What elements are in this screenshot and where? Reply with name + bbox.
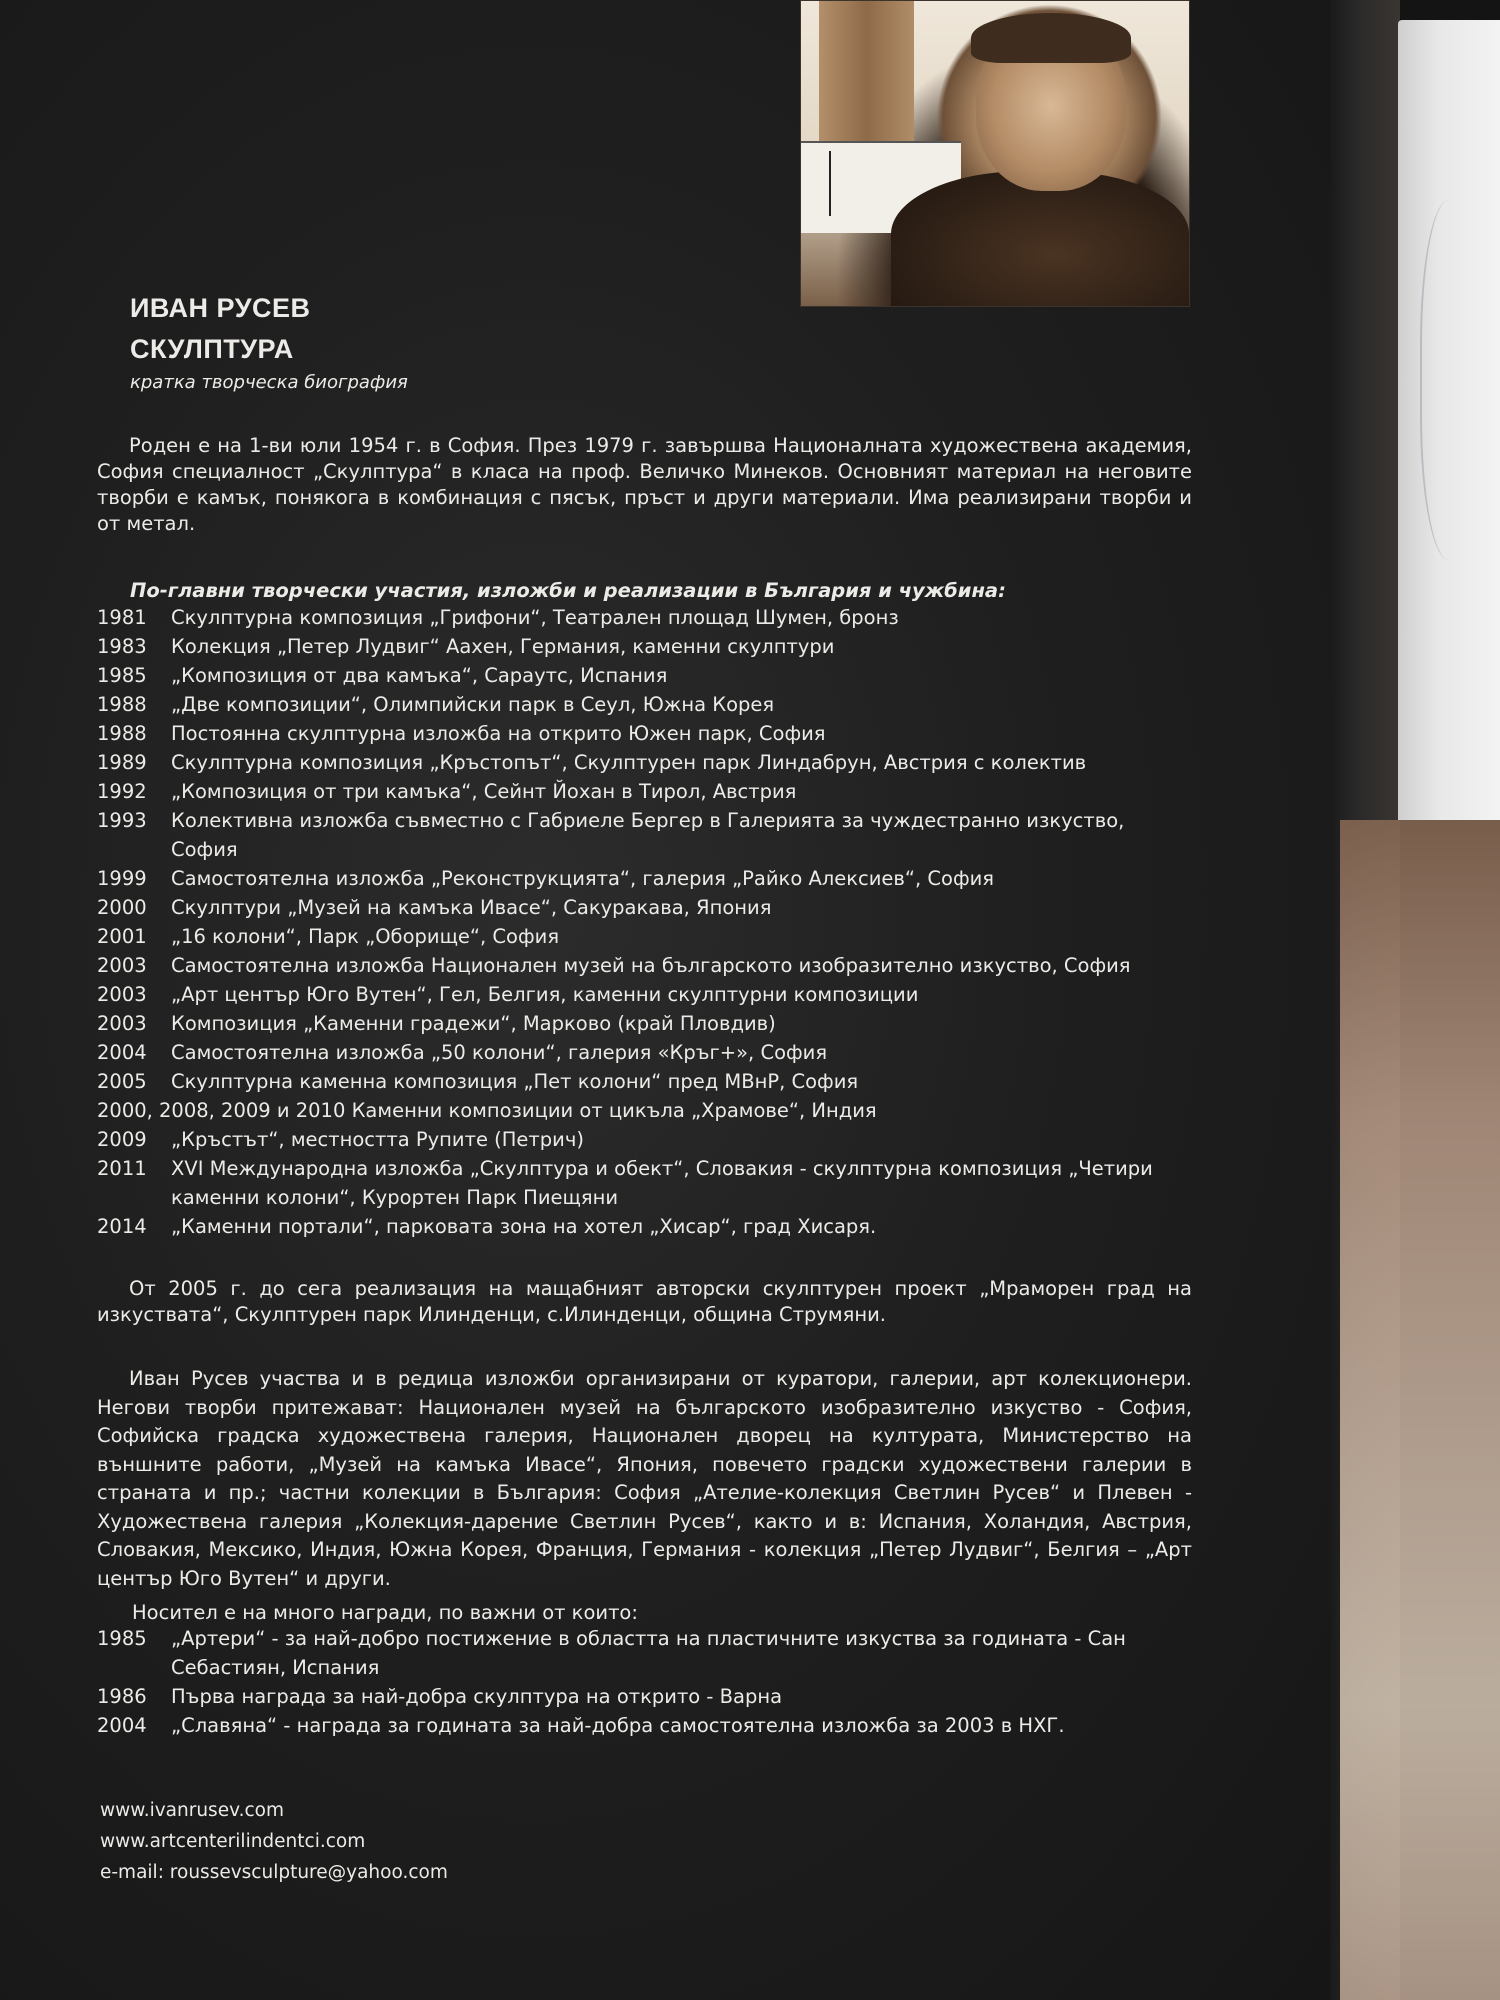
website-link-2[interactable]: www.artcenterilindentci.com xyxy=(100,1831,366,1852)
list-item-text: Скулптурна композиция „Кръстопът“, Скулптурен парк Линдабрун, Австрия с колектив xyxy=(171,751,1087,774)
list-item-text: „Арт център Юго Вутен“, Гел, Белгия, каменни скулптурни композиции xyxy=(171,983,919,1006)
list-item-text: Самостоятелна изложба Национален музей на българското изобразително изкуство, София xyxy=(171,954,1131,977)
list-item-year: 2001 xyxy=(97,925,147,948)
portrait-hair xyxy=(971,13,1131,63)
list-item xyxy=(97,1009,1192,1038)
list-item-year: 2003 xyxy=(97,983,147,1006)
list-item-text: „Композиция от три камъка“, Сейнт Йохан в Тирол, Австрия xyxy=(171,780,797,803)
biography-subtitle: кратка творческа биография xyxy=(130,372,408,393)
list-item xyxy=(97,1624,1192,1682)
list-item-year: 1986 xyxy=(97,1685,147,1708)
list-item-year: 1992 xyxy=(97,780,147,803)
list-item xyxy=(97,893,1192,922)
list-item-text: Самостоятелна изложба „50 колони“, галерия «Кръг+», София xyxy=(171,1041,828,1064)
list-item-year: 1999 xyxy=(97,867,147,890)
list-item-year: 2003 xyxy=(97,954,147,977)
list-item-year: 2004 xyxy=(97,1714,147,1737)
artist-portrait-photo xyxy=(800,0,1190,307)
list-item xyxy=(97,603,1192,632)
list-item-text: Скулптурна каменна композиция „Пет колони“ пред МВнР, София xyxy=(171,1070,859,1093)
list-item-year: 2014 xyxy=(97,1215,147,1238)
list-item-year: 1983 xyxy=(97,635,147,658)
list-item-year: 2009 xyxy=(97,1128,147,1151)
list-item-text: Постоянна скулптурна изложба на открито Южен парк, София xyxy=(171,722,826,745)
list-item-text: Композиция „Каменни градежи“, Марково (край Пловдив) xyxy=(171,1012,776,1035)
portrait-jacket xyxy=(891,171,1189,307)
intro-paragraph: Роден е на 1-ви юли 1954 г. в София. През 1979 г. завършва Националната художествена академия, София специалност „Скулптура“ в класа на проф. Величко Минеков. Основният материал на неговите творби е камък, понякога в комбинация с пясък, пръст и други материали. Има реализирани творби и от метал. xyxy=(97,434,1192,535)
awards-list xyxy=(97,1624,1192,1740)
list-item xyxy=(97,690,1192,719)
handwriting-mark xyxy=(1420,200,1492,560)
list-item xyxy=(97,1212,1192,1241)
list-item-text: Скулптури „Музей на камъка Ивасе“, Сакуракава, Япония xyxy=(171,896,772,919)
list-item-year: 2005 xyxy=(97,1070,147,1093)
list-item xyxy=(97,864,1192,893)
list-item-text: Скулптурна композиция „Грифони“, Театрален площад Шумен, бронз xyxy=(171,606,899,629)
list-item-text: „Композиция от два камъка“, Сараутс, Испания xyxy=(171,664,668,687)
list-item xyxy=(97,1682,1192,1711)
list-item-text: „16 колони“, Парк „Оборище“, София xyxy=(171,925,560,948)
list-item xyxy=(97,1711,1192,1740)
list-item xyxy=(97,1038,1192,1067)
list-item-year: 1993 xyxy=(97,809,147,832)
list-item-year: 2011 xyxy=(97,1157,147,1180)
list-item xyxy=(97,1067,1192,1096)
list-item xyxy=(97,806,1192,864)
list-item-year: 1981 xyxy=(97,606,147,629)
list-item-year: 1988 xyxy=(97,722,147,745)
list-item-text: XVI Международна изложба „Скулптура и обект“, Словакия - скулптурна композиция „Четири каменни колони“, Курортен Парк Пиещяни xyxy=(171,1157,1153,1209)
list-item xyxy=(97,661,1192,690)
list-item-text: 2000, 2008, 2009 и 2010 Каменни композиции от цикъла „Храмове“, Индия xyxy=(97,1099,877,1122)
portrait-sign-arrow xyxy=(829,151,831,216)
list-item-text: Първа награда за най-добра скулптура на открито - Варна xyxy=(171,1685,783,1708)
awards-heading: Носител е на много награди, по важни от които: xyxy=(132,1601,638,1624)
list-item-text: Колекция „Петер Лудвиг“ Аахен, Германия, каменни скулптури xyxy=(171,635,835,658)
list-item-year: 2000 xyxy=(97,896,147,919)
adjacent-page-photo xyxy=(1340,820,1500,2000)
list-item xyxy=(97,1125,1192,1154)
list-item-text: Самостоятелна изложба „Реконструкцията“, галерия „Райко Алексиев“, София xyxy=(171,867,995,890)
list-item-text: „Каменни портали“, парковата зона на хотел „Хисар“, град Хисаря. xyxy=(171,1215,877,1238)
exhibitions-heading: По-главни творчески участия, изложби и реализации в България и чужбина: xyxy=(130,579,1006,602)
list-item-year: 1989 xyxy=(97,751,147,774)
list-item-year: 1985 xyxy=(97,1627,147,1650)
collections-paragraph: Иван Русев участва и в редица изложби организирани от куратори, галерии, арт колекционери. Негови творби притежават: Национален музей на българското изобразително изкуство - София, Софийска градска художествена галерия, Национален дворец на културата, Министерство на външните работи, „Музей на камъка Ивасе“, Япония, повечето градски художествени галерии в страната и пр.; частни колекции в България: София „Ателие-колекция Светлин Русев“ и Плевен - Художествена галерия „Колекция-дарение Светлин Русев“, както и в: Испания, Холандия, Австрия, Словакия, Мексико, Индия, Южна Корея, Франция, Германия - колекция „Петер Лудвиг“, Белгия – „Арт център Юго Вутен“ и други. xyxy=(97,1367,1192,1590)
list-item xyxy=(97,719,1192,748)
exhibitions-list xyxy=(97,603,1192,1241)
list-item-text: „Две композиции“, Олимпийски парк в Сеул, Южна Корея xyxy=(171,693,775,716)
list-item xyxy=(97,748,1192,777)
list-item-year: 2003 xyxy=(97,1012,147,1035)
list-item xyxy=(97,777,1192,806)
project-paragraph: От 2005 г. до сега реализация на мащабният авторски скулптурен проект „Мраморен град на изкуствата“, Скулптурен парк Илинденци, с.Илинденци, община Струмяни. xyxy=(97,1277,1192,1326)
list-item-text: „Славяна“ - награда за годината за най-добра самостоятелна изложба за 2003 в НХГ. xyxy=(171,1714,1065,1737)
list-item-year: 1988 xyxy=(97,693,147,716)
list-item-text: „Кръстът“, местността Рупите (Петрич) xyxy=(171,1128,584,1151)
list-item xyxy=(97,922,1192,951)
list-item-year: 1985 xyxy=(97,664,147,687)
list-item-text: Колективна изложба съвместно с Габриеле Бергер в Галерията за чуждестранно изкуство, София xyxy=(171,809,1125,861)
list-item xyxy=(97,951,1192,980)
portrait-background-pole xyxy=(819,1,914,141)
discipline-title: СКУЛПТУРА xyxy=(130,334,294,364)
list-item-year: 2004 xyxy=(97,1041,147,1064)
list-item xyxy=(97,1154,1192,1212)
email-link[interactable]: e-mail: roussevsculpture@yahoo.com xyxy=(100,1862,448,1883)
list-item-text: „Артери“ - за най-добро постижение в областта на пластичните изкуства за годината - Сан Себастиян, Испания xyxy=(171,1627,1126,1679)
list-item xyxy=(97,1096,1192,1125)
website-link-1[interactable]: www.ivanrusev.com xyxy=(100,1800,284,1821)
list-item xyxy=(97,632,1192,661)
list-item xyxy=(97,980,1192,1009)
artist-name: ИВАН РУСЕВ xyxy=(130,293,311,323)
